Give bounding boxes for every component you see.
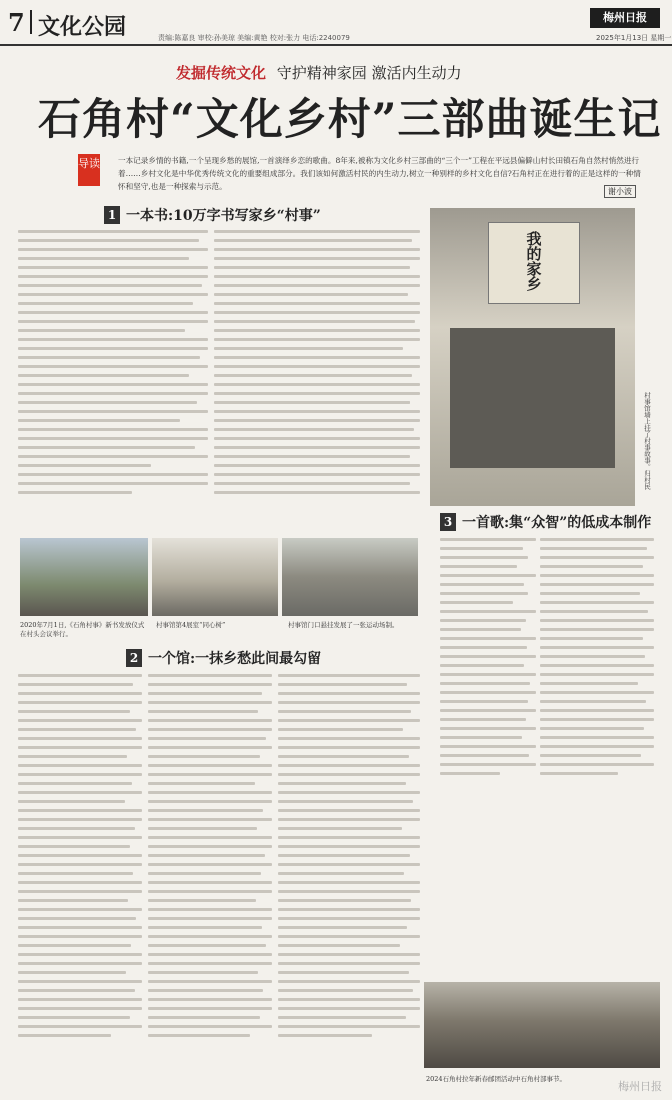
headline: 石角村“文化乡村”三部曲诞生记 — [38, 95, 662, 145]
byline: 谢小波 — [604, 185, 636, 198]
book-photo — [430, 208, 635, 506]
section-1-header — [104, 205, 321, 225]
editor-credits: 责编:陈嘉良 审校:孙美琼 美编:黄艳 校对:张力 电话:2240079 — [158, 34, 350, 42]
lead-tag: 导读 — [78, 154, 100, 186]
kicker-tag: 发掘传统文化 — [176, 64, 267, 82]
issue-date: 2025年1月13日 星期一 — [596, 34, 672, 42]
song-lyrics-column — [440, 538, 536, 774]
museum-article-column-3 — [278, 674, 420, 1090]
book-photo-caption: 村事馆墙上挂了村事故事。归村民 — [643, 392, 651, 490]
watermark: 梅州日报 — [618, 1080, 662, 1093]
section-2-number: 2 — [126, 649, 142, 667]
museum-gate-caption: 村事馆门口悬挂发展了一张运动场制。 — [288, 621, 399, 629]
article-column-3 — [316, 230, 420, 530]
song-article-column — [540, 538, 654, 774]
book-cover — [488, 222, 580, 304]
header-divider — [30, 10, 32, 34]
spring-festival-caption: 2024石角村拉年新春邮团活动中石角村部事节。 — [426, 1075, 567, 1083]
section-1-number: 1 — [104, 206, 120, 224]
section-2-header — [126, 648, 321, 668]
section-name: 文化公园 — [38, 14, 127, 40]
lead-paragraph: 一本记录乡情的书籍,一个呈现乡愁的展馆,一首演绎乡恋的歌曲。8年来,被称为文化乡村三部曲的“三个一”工程在平远县偏僻山村长田镇石角自然村悄然进行着……乡村文化是中华优秀传统文化的重要组成部分。我们该如何激活村民的内生动力,树立一种别样的乡村文化自信?石角村正在进行着的正是这样的一种情怀和坚守,也是一种探索与示范。 — [118, 156, 641, 191]
section-3-title: 一首歌:集“众智”的低成本制作 — [462, 515, 652, 531]
exhibit-room-photo — [152, 538, 278, 616]
exhibit-room-caption: 村事馆第4展室“同心树” — [156, 621, 226, 629]
book-cover-title: 我的家乡 — [524, 231, 543, 291]
book-launch-photo — [20, 538, 148, 616]
museum-article-column-1 — [18, 674, 142, 1090]
spring-festival-photo — [424, 982, 660, 1068]
museum-article-column-2 — [148, 674, 272, 1090]
museum-gate-photo — [282, 538, 418, 616]
section-3-header — [440, 512, 651, 532]
kicker — [176, 62, 462, 83]
section-2-title: 一个馆:一抹乡愁此间最勾留 — [148, 651, 322, 667]
article-column-1 — [18, 230, 208, 530]
newspaper-logo: 梅州日报 — [590, 8, 660, 28]
book-launch-caption: 2020年7月1日,《石角村事》新书发放仪式在村头会议举行。 — [20, 621, 145, 638]
page-number: 7 — [8, 8, 25, 37]
section-3-number: 3 — [440, 513, 456, 531]
section-1-title: 一本书:10万字书写家乡“村事” — [126, 208, 321, 224]
book-display-board — [450, 328, 615, 468]
kicker-rest: 守护精神家园 激活内生动力 — [276, 64, 462, 82]
